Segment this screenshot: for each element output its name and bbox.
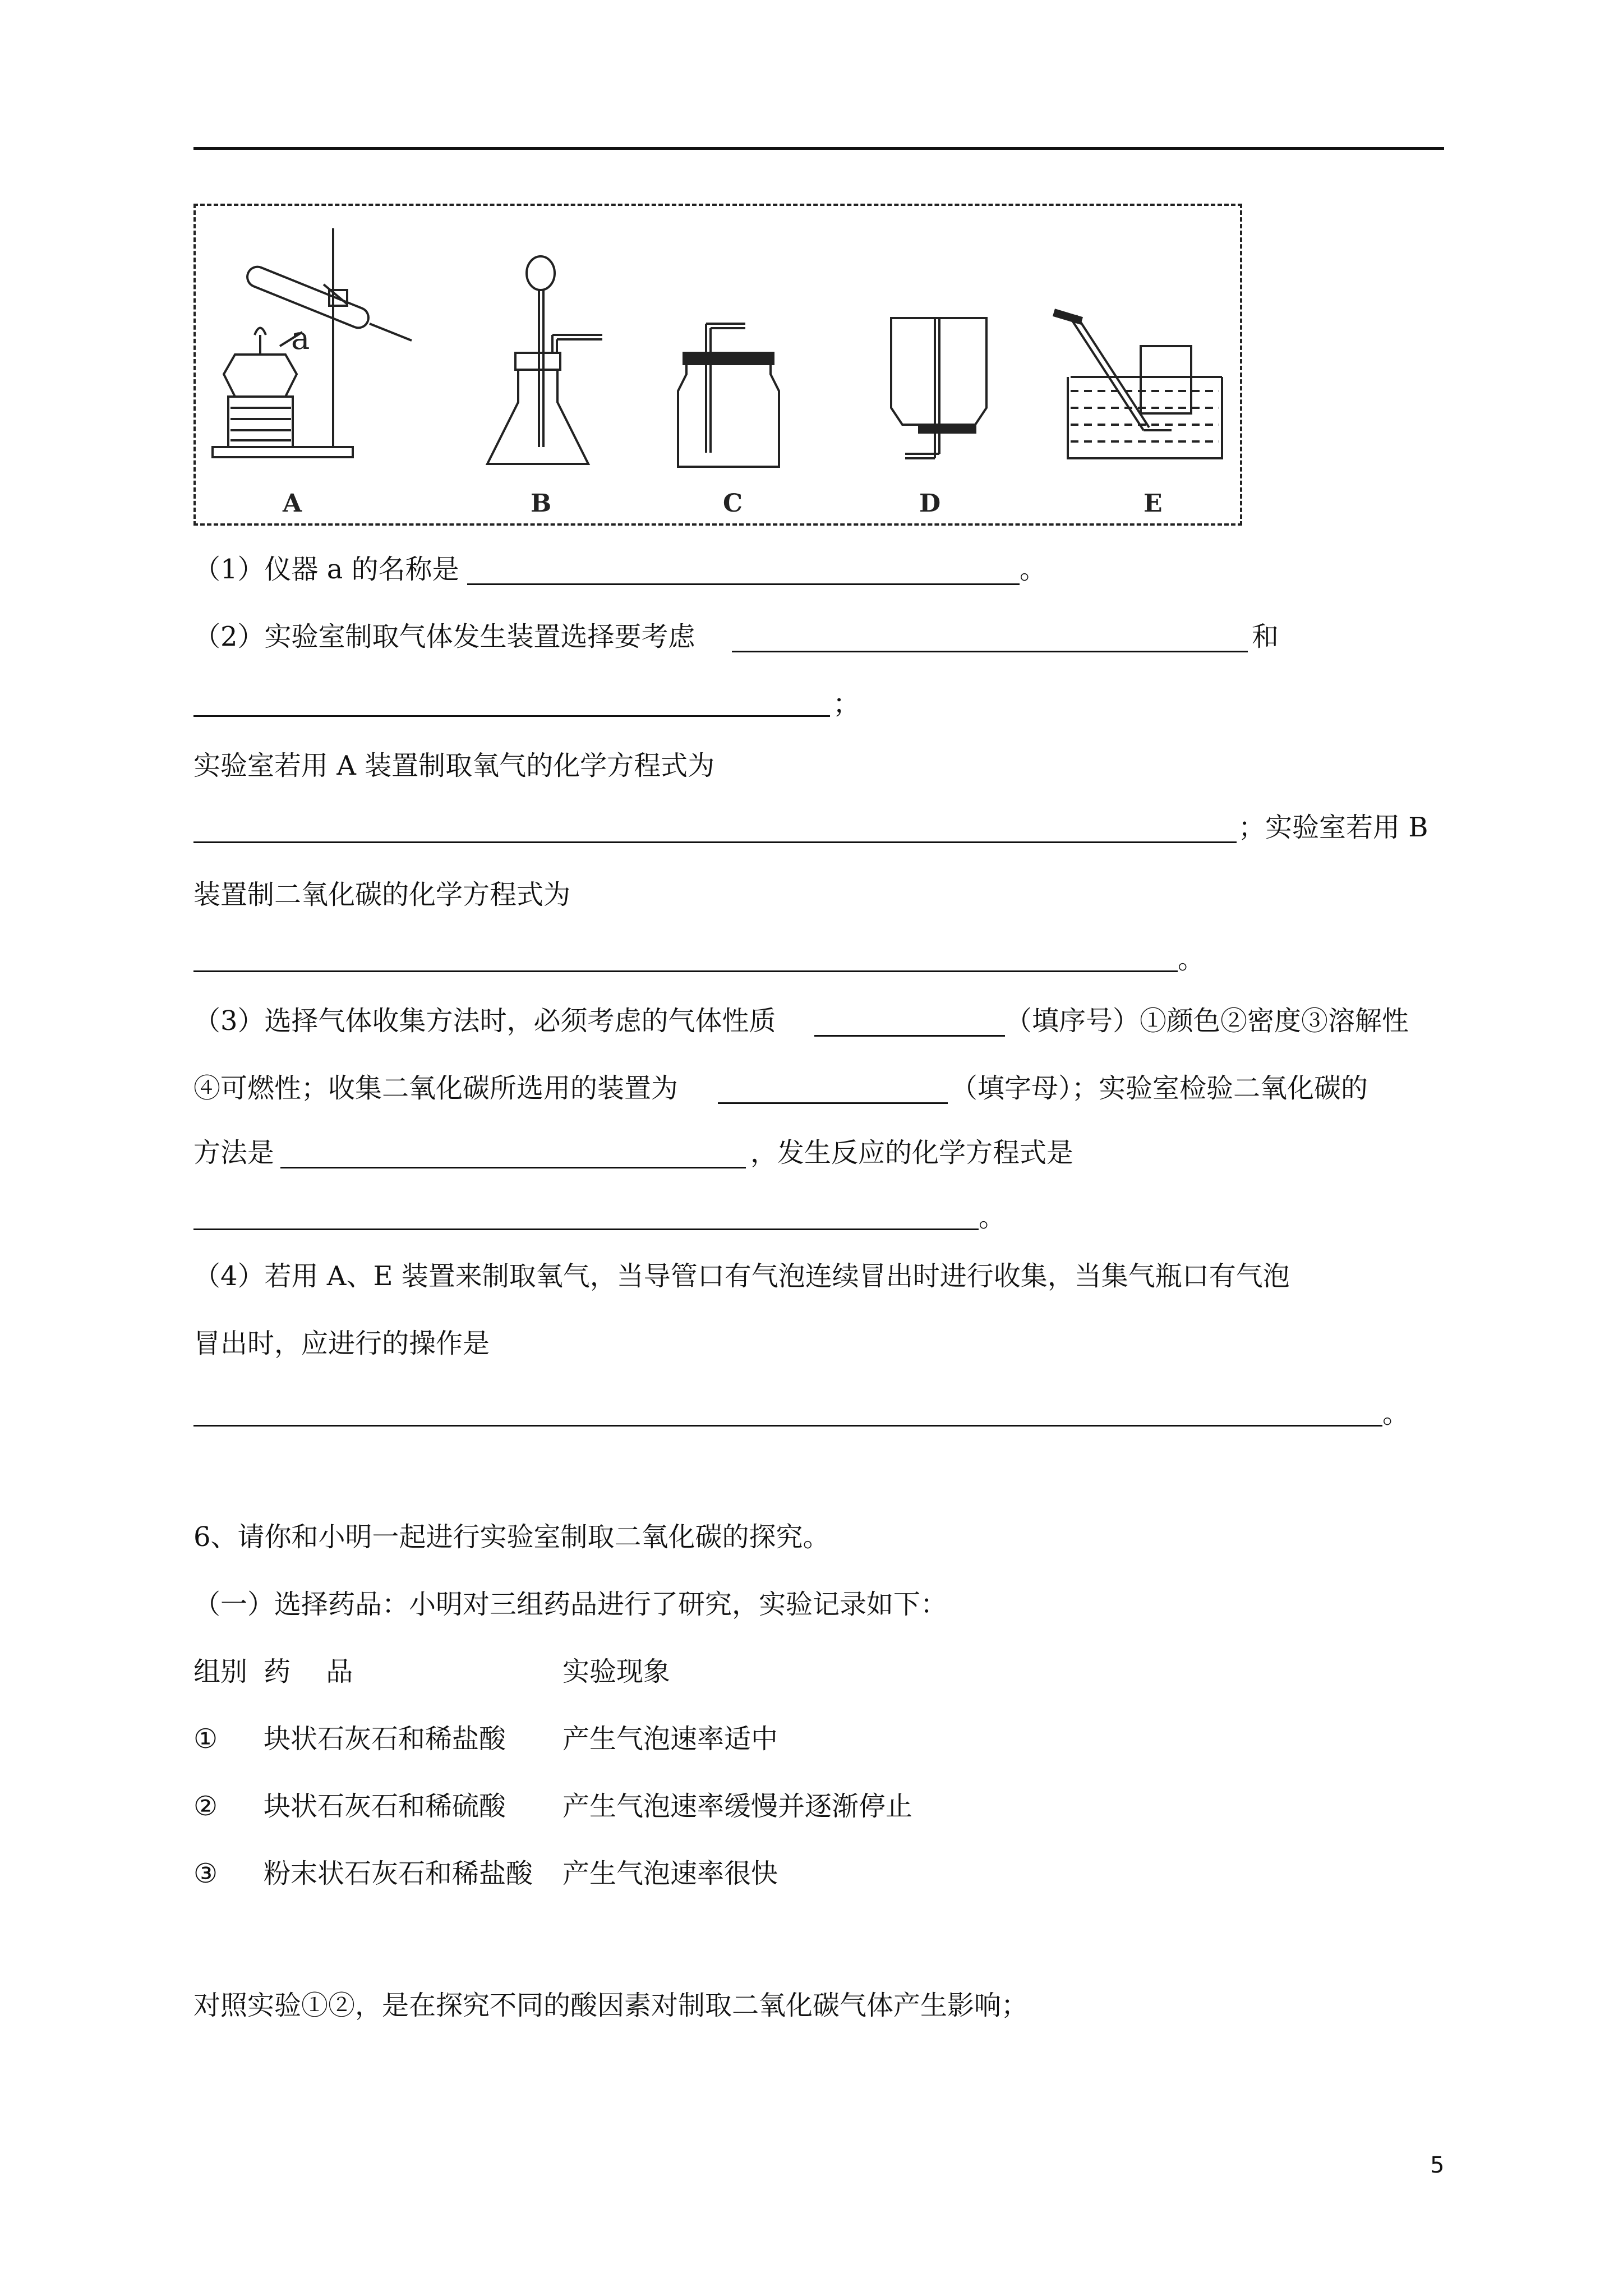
q5-part3-line2-text: ④可燃性；收集二氧化碳所选用的装置为	[193, 1073, 679, 1104]
label-a: A	[283, 489, 302, 518]
table-row-1-group: ①	[193, 1723, 218, 1755]
table-header-group: 组别	[193, 1656, 248, 1687]
answer-blank-co2-equation[interactable]	[193, 970, 1178, 972]
apparatus-b	[487, 256, 602, 464]
label-b: B	[531, 489, 552, 518]
answer-blank-instrument-name[interactable]	[467, 583, 1020, 585]
table-header-reagent: 药 品	[264, 1656, 353, 1687]
answer-blank-operation[interactable]	[193, 1425, 1382, 1427]
q5-part2-and: 和	[1252, 621, 1279, 652]
page-number: 5	[1430, 2152, 1445, 2178]
q5-part1-text: （1）仪器 a 的名称是	[193, 554, 459, 585]
q5-part3-line2-post: （填字母）；实验室检验二氧化碳的	[951, 1073, 1368, 1104]
label-c: C	[723, 489, 743, 518]
table-row-3-group: ③	[193, 1858, 218, 1889]
apparatus-a	[213, 228, 412, 457]
table-row-1-phenomenon: 产生气泡速率适中	[562, 1723, 778, 1755]
q6-title: 6、请你和小明一起进行实验室制取二氧化碳的探究。	[193, 1521, 830, 1553]
q6-conclusion: 对照实验①②，是在探究不同的酸因素对制取二氧化碳气体产生影响；	[193, 1990, 1029, 2021]
answer-blank-gas-property[interactable]	[814, 1035, 1005, 1037]
q5-part2-text: （2）实验室制取气体发生装置选择要考虑	[193, 621, 695, 652]
label-e: E	[1144, 489, 1163, 518]
label-d: D	[919, 489, 941, 518]
apparatus-d	[891, 318, 986, 458]
header-rule	[193, 147, 1444, 150]
apparatus-figure	[193, 204, 1242, 526]
apparatus-c	[678, 324, 779, 467]
q5-part2-end: 。	[1178, 944, 1205, 975]
table-row-3-phenomenon: 产生气泡速率很快	[562, 1858, 778, 1889]
q5-part1-end: 。	[1020, 554, 1047, 585]
q5-part4-end: 。	[1382, 1398, 1410, 1429]
q5-part4-line1: （4）若用 A、E 装置来制取氧气，当导管口有气泡连续冒出时进行收集，当集气瓶口有气泡	[193, 1260, 1290, 1292]
table-row-2-reagent: 块状石灰石和稀硫酸	[264, 1791, 506, 1822]
q5-part3-line3-text: 方法是	[193, 1137, 275, 1168]
q5-part2-oxygen-text: 实验室若用 A 装置制取氧气的化学方程式为	[193, 750, 715, 781]
answer-blank-oxygen-equation[interactable]	[193, 841, 1237, 843]
answer-blank-test-equation[interactable]	[193, 1228, 979, 1230]
q5-part3-options: （填序号）①颜色②密度③溶解性	[1005, 1005, 1409, 1037]
apparatus-drawing	[196, 206, 1240, 523]
q5-part4-line2: 冒出时，应进行的操作是	[193, 1328, 490, 1359]
answer-blank-test-method[interactable]	[280, 1167, 746, 1168]
q5-part3-end: 。	[979, 1202, 1006, 1233]
q5-part2-semicolon: ；	[833, 688, 860, 720]
q5-part2-mid-text: ；实验室若用 B	[1238, 812, 1428, 843]
answer-blank-factor-2[interactable]	[193, 715, 830, 717]
answer-blank-factor-1[interactable]	[732, 651, 1248, 652]
table-row-1-reagent: 块状石灰石和稀盐酸	[264, 1723, 506, 1755]
table-row-3-reagent: 粉末状石灰石和稀盐酸	[264, 1858, 533, 1889]
table-row-2-phenomenon: 产生气泡速率缓慢并逐渐停止	[562, 1791, 913, 1822]
instrument-a-label: a	[291, 320, 310, 357]
apparatus-e	[1054, 312, 1222, 458]
q5-part3-line3-post: ，发生反应的化学方程式是	[750, 1137, 1074, 1168]
q5-part2-co2-text: 装置制二氧化碳的化学方程式为	[193, 879, 571, 910]
table-header-phenomenon: 实验现象	[562, 1656, 671, 1687]
q6-intro: （一）选择药品：小明对三组药品进行了研究，实验记录如下：	[193, 1589, 948, 1620]
q5-part3-text: （3）选择气体收集方法时，必须考虑的气体性质	[193, 1005, 776, 1037]
answer-blank-collection-device[interactable]	[718, 1102, 948, 1104]
table-row-2-group: ②	[193, 1791, 218, 1822]
